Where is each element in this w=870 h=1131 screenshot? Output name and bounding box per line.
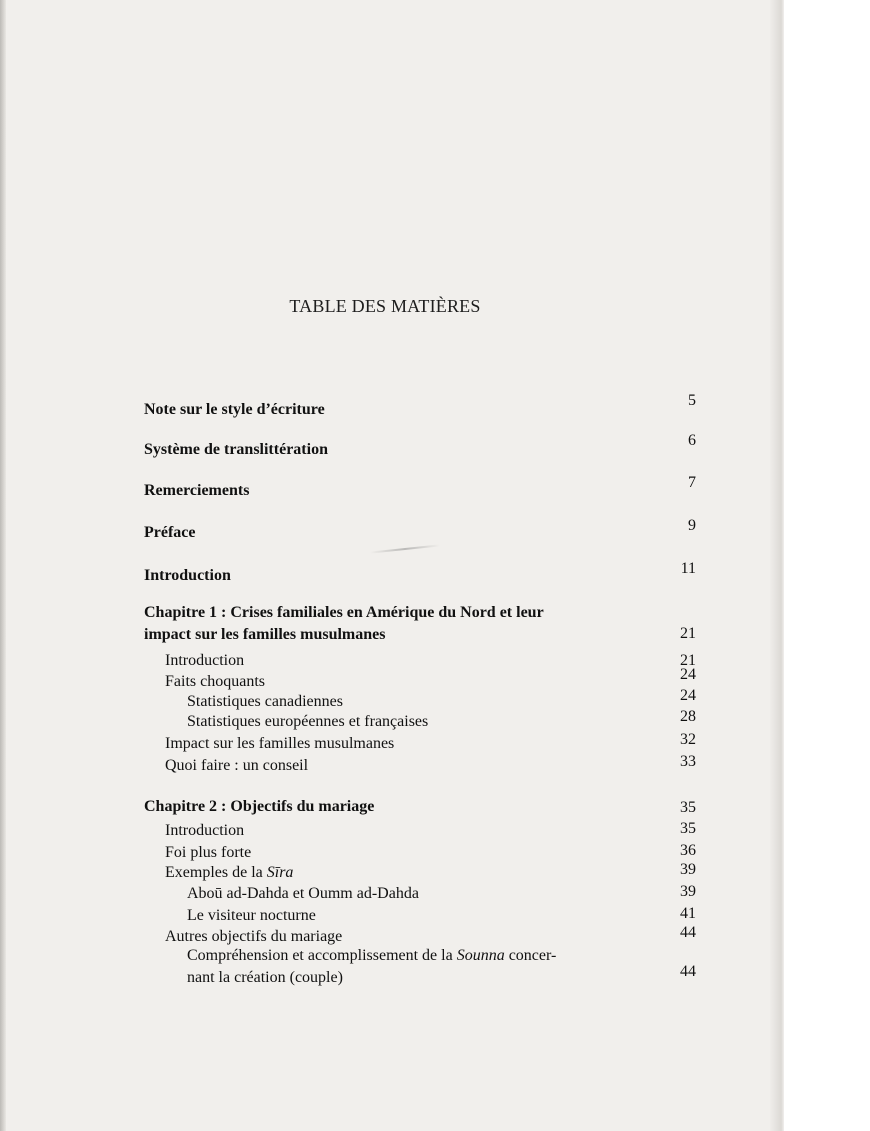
toc-label-text: concer-	[504, 947, 557, 964]
toc-chapter-title-line1: Chapitre 1 : Crises familiales en Amérique du Nord et leur	[144, 604, 544, 621]
toc-entry-page: 36	[680, 842, 696, 859]
toc-entry-label: Préface	[144, 524, 196, 541]
toc-chapter-title-line2: impact sur les familles musulmanes	[144, 626, 386, 643]
toc-entry-label	[165, 862, 293, 883]
toc-entry-label: Introduction	[144, 567, 231, 584]
toc-entry-page: 33	[680, 753, 696, 770]
toc-entry-page: 35	[680, 820, 696, 837]
scan-shadow-left	[0, 0, 6, 1131]
toc-entry-label: Statistiques canadiennes	[187, 693, 343, 710]
toc-entry-label-line1	[187, 945, 556, 966]
toc-entry-page: 39	[680, 861, 696, 878]
toc-entry-label: Quoi faire : un conseil	[165, 757, 309, 774]
toc-entry-page: 21	[680, 625, 696, 642]
toc-entry-page: 44	[680, 963, 696, 980]
toc-entry-label: Introduction	[165, 652, 245, 669]
toc-entry-label: Introduction	[165, 822, 245, 839]
toc-label-text: Exemples de la	[165, 864, 267, 881]
pencil-mark	[370, 544, 440, 553]
toc-entry-label: Autres objectifs du mariage	[165, 928, 343, 945]
toc-entry-page: 11	[680, 560, 696, 577]
toc-entry-page: 44	[680, 924, 696, 941]
toc-label-text: Compréhension et accomplissement de la	[187, 947, 457, 964]
toc-entry-label: Foi plus forte	[165, 844, 252, 861]
scan-margin-right	[784, 0, 870, 1131]
toc-entry-page: 28	[680, 708, 696, 725]
toc-entry-label: Statistiques européennes et françaises	[187, 713, 429, 730]
toc-entry-page: 35	[680, 799, 696, 816]
toc-entry-label: Faits choquants	[165, 673, 265, 690]
toc-entry-page: 41	[680, 905, 696, 922]
toc-entry-page: 32	[680, 731, 696, 748]
toc-entry-page: 21	[680, 652, 696, 669]
toc-entry-label: Note sur le style d’écriture	[144, 401, 325, 418]
toc-entry-label: Remerciements	[144, 482, 250, 499]
toc-entry-label: Impact sur les familles musulmanes	[165, 735, 395, 752]
toc-entry-page: 7	[688, 474, 696, 491]
toc-title: TABLE DES MATIÈRES	[289, 296, 481, 316]
toc-entry-label: Le visiteur nocturne	[187, 907, 316, 924]
toc-entry-label: Aboū ad-Dahda et Oumm ad-Dahda	[187, 885, 419, 902]
toc-entry-page: 24	[680, 666, 696, 683]
toc-entry-page: 9	[688, 517, 696, 534]
toc-entry-label: Système de translittération	[144, 441, 328, 458]
toc-entry-page: 6	[688, 432, 696, 449]
toc-entry-label-line2: nant la création (couple)	[187, 969, 343, 986]
toc-label-italic: Sīra	[266, 864, 294, 881]
toc-entry-page: 5	[688, 392, 696, 409]
toc-entry-page: 39	[680, 883, 696, 900]
toc-entry-page: 24	[680, 687, 696, 704]
toc-label-italic: Sounna	[456, 947, 505, 964]
toc-chapter-title: Chapitre 2 : Objectifs du mariage	[144, 798, 375, 815]
